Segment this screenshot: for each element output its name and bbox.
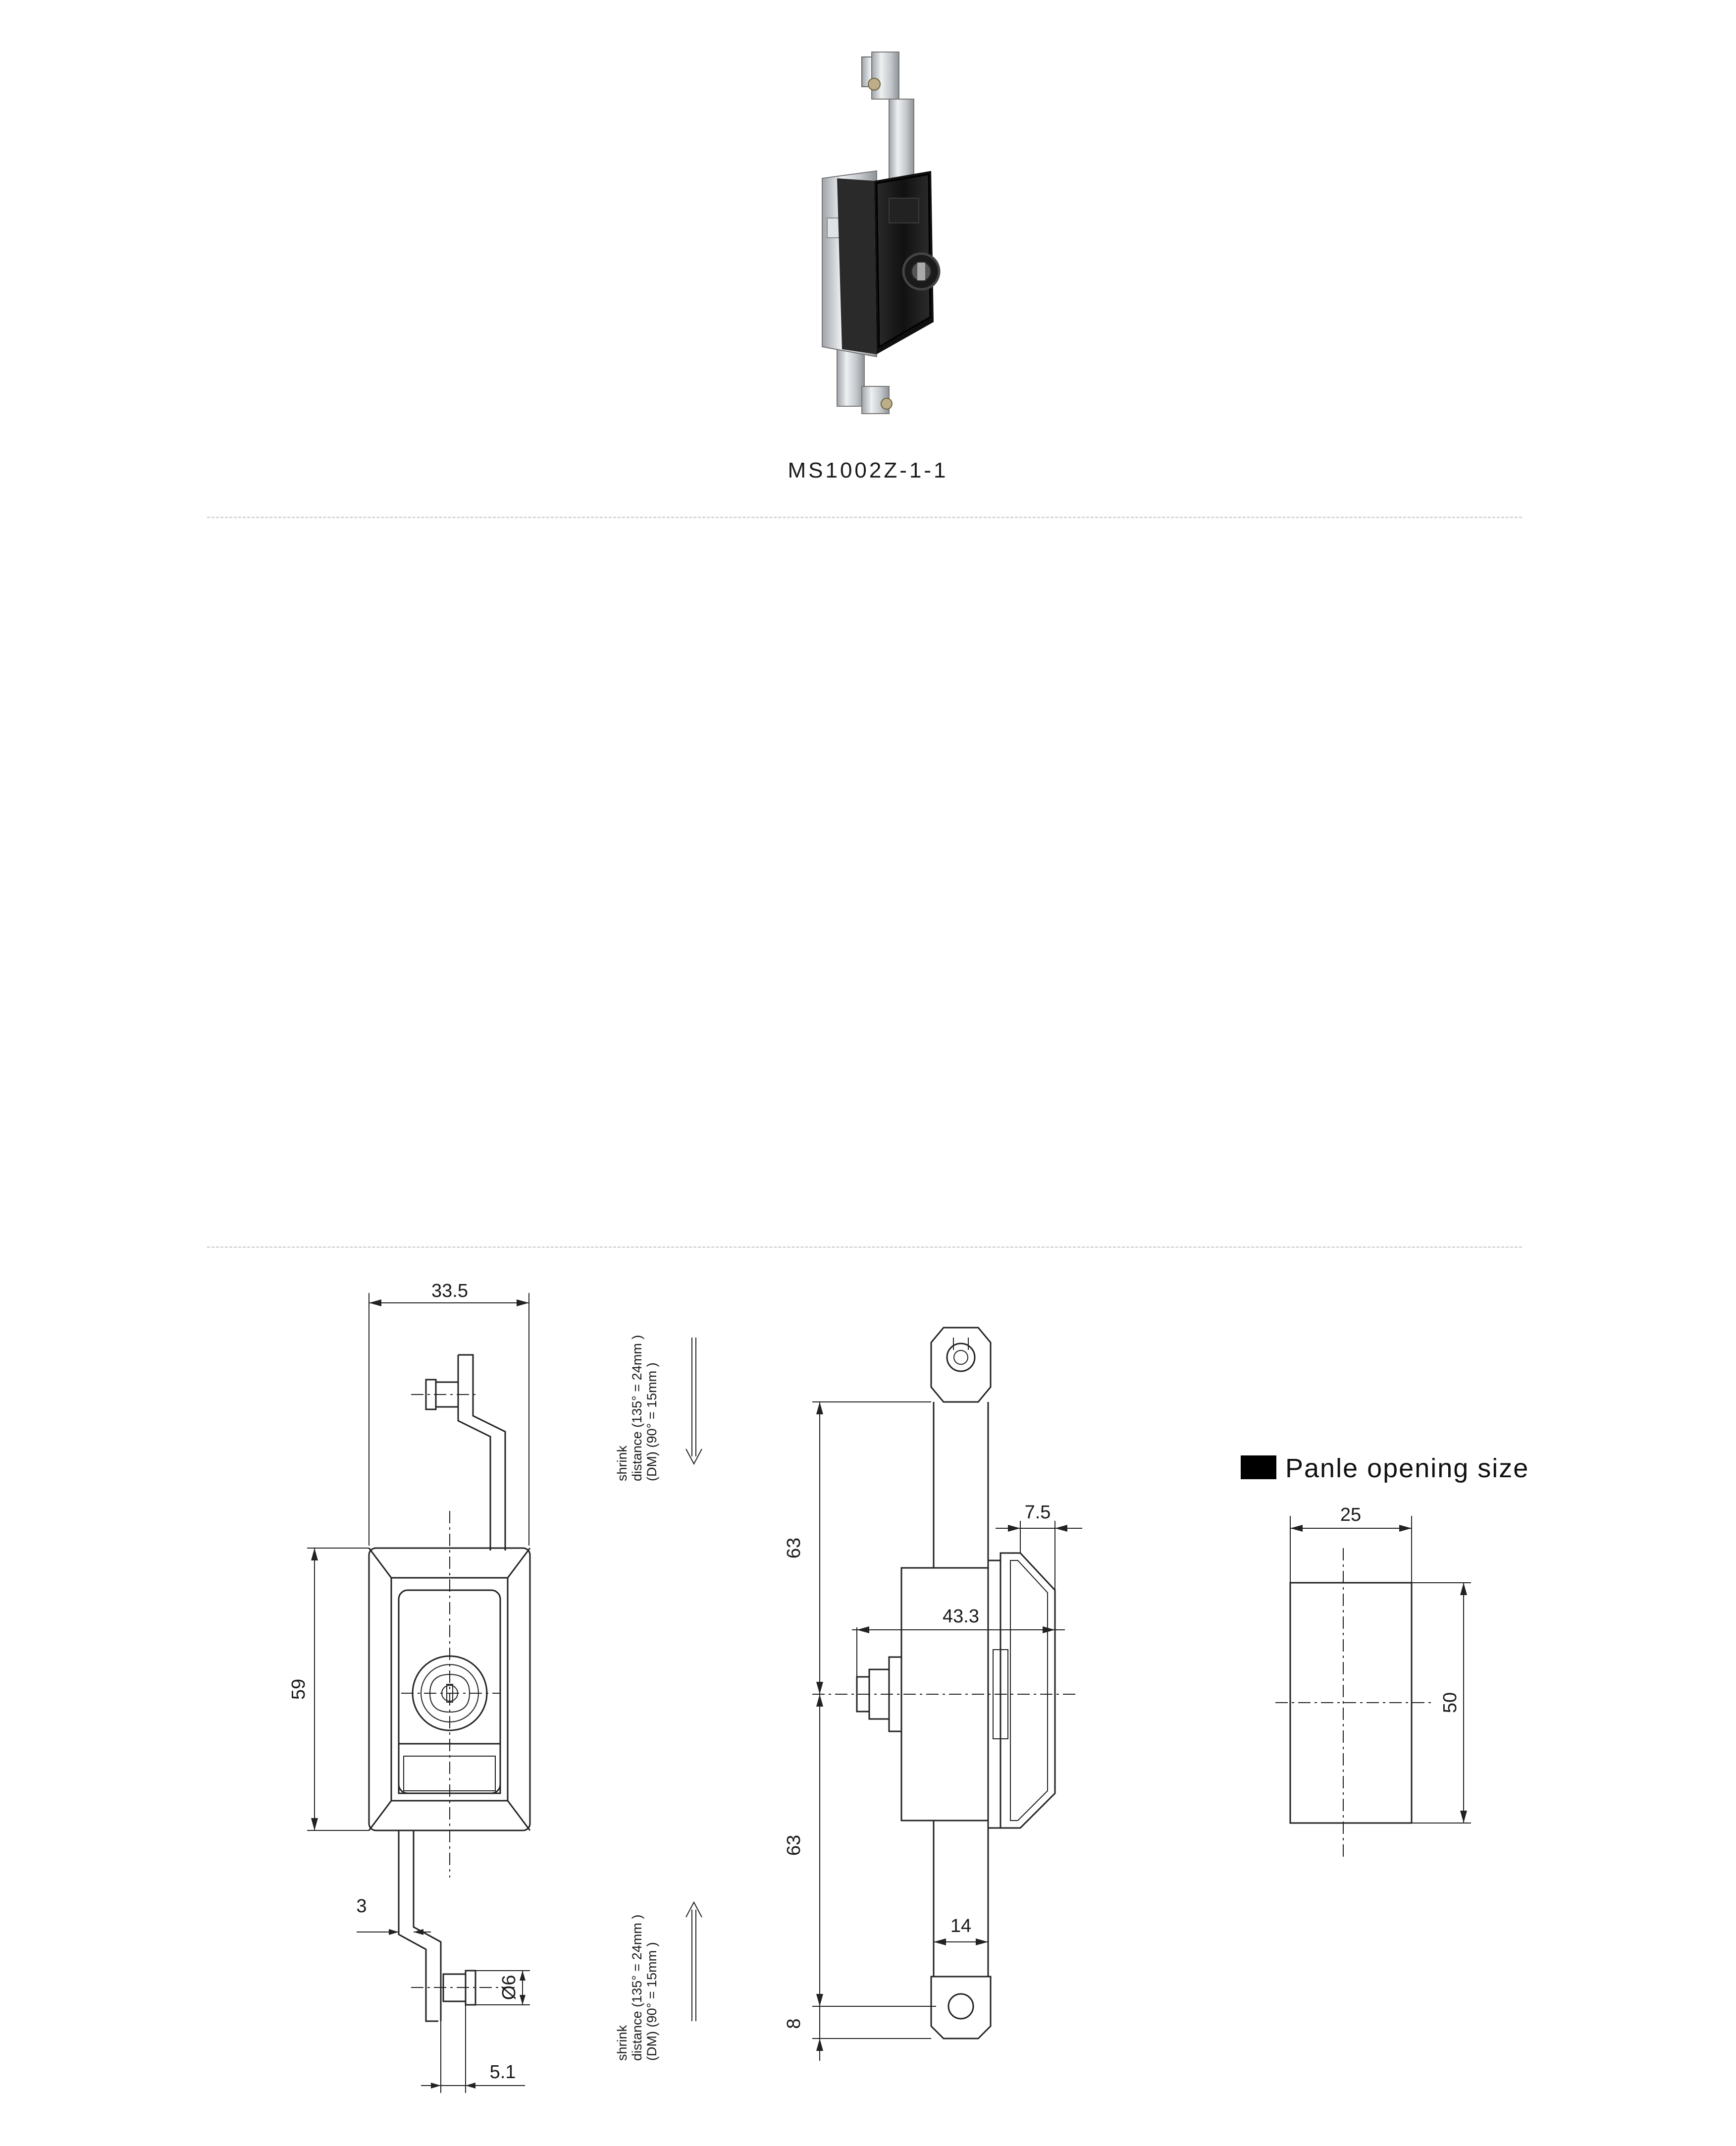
dim-end-8: 8 [784, 2018, 804, 2029]
shrink-note-bottom-line2: distance (135° = 24mm ) [630, 1914, 644, 2061]
dim-opening-height: 50 [1440, 1692, 1461, 1714]
dim-width-33-5: 33.5 [431, 1281, 468, 1301]
dim-top-63: 63 [784, 1537, 804, 1559]
dim-offset-3: 3 [356, 1896, 367, 1917]
shrink-note-bottom [615, 1915, 659, 2061]
dim-opening-width: 25 [1340, 1504, 1362, 1525]
dim-height-59: 59 [288, 1678, 309, 1700]
shrink-arrow-top [686, 1338, 702, 1464]
shrink-note-top-line2: distance (135° = 24mm ) [630, 1335, 644, 1481]
shrink-note-bottom-line3: (DM) (90° = 15mm ) [644, 1942, 659, 2061]
shrink-note-top [615, 1335, 659, 1481]
shrink-note-top-line3: (DM) (90° = 15mm ) [644, 1362, 659, 1481]
dim-bolt-offset: 5.1 [489, 2062, 516, 2083]
side-view [812, 1328, 1082, 2061]
shrink-note-bottom-line1: shrink [615, 2025, 630, 2061]
dim-bottom-63: 63 [784, 1834, 804, 1856]
shrink-note-top-line1: shrink [615, 1445, 630, 1481]
dim-bar-14: 14 [950, 1916, 972, 1936]
dim-bolt-dia: Ø6 [499, 1975, 520, 2000]
dim-flange-7-5: 7.5 [1024, 1502, 1051, 1523]
panel-opening-title: Panle opening size [1285, 1453, 1529, 1483]
product-model-caption: MS1002Z-1-1 [788, 458, 948, 483]
dim-depth-43-3: 43.3 [943, 1606, 979, 1627]
shrink-arrow-bottom [686, 1902, 702, 2021]
front-view [307, 1293, 530, 2093]
